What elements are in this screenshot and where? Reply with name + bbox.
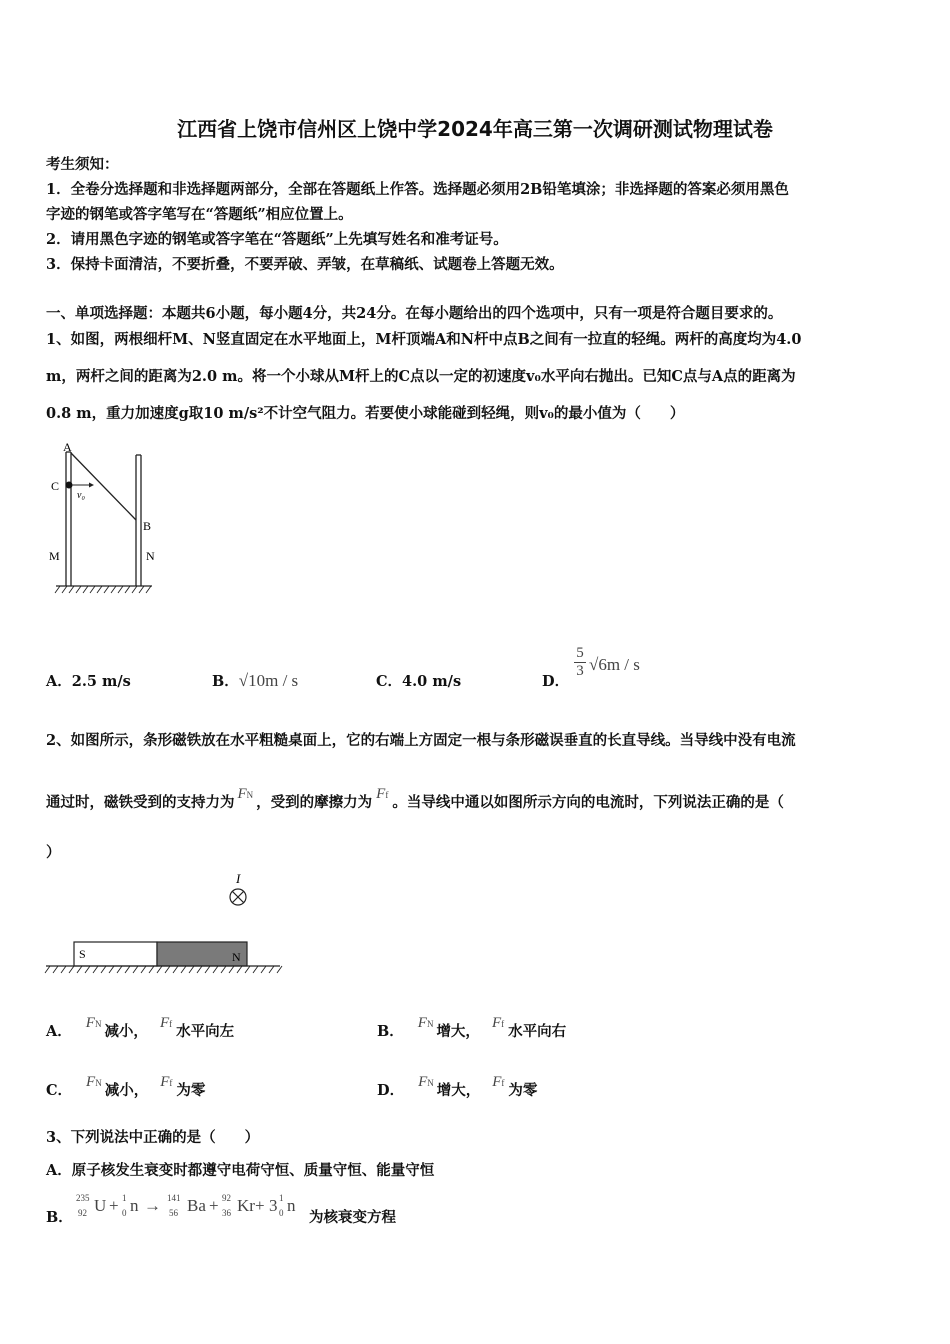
symbol-letter: F xyxy=(418,1074,428,1090)
q2-stem: 2、如图所示，条形磁铁放在水平粗糙桌面上，它的右端上方固定一根与条形磁误垂直的长直导线。当导线中没有电流 xyxy=(46,732,796,749)
label-s: S xyxy=(79,947,86,961)
pole-m xyxy=(66,452,71,586)
label-a: A xyxy=(63,440,72,454)
section-heading: 一、单项选择题：本题共6小题，每小题4分，共24分。在每小题给出的四个选项中，只有一项是符合题目要求的。 xyxy=(46,305,783,322)
q2-figure xyxy=(44,868,284,974)
svg-text:56: 56 xyxy=(169,1208,178,1218)
symbol-ff xyxy=(160,1074,172,1090)
svg-text:+: + xyxy=(255,1196,265,1215)
symbol-letter: F xyxy=(85,1015,95,1031)
magnet-s-pole xyxy=(74,942,157,966)
svg-text:U: U xyxy=(94,1196,107,1215)
svg-text:235: 235 xyxy=(76,1193,90,1203)
symbol-subscript: N xyxy=(95,1078,102,1088)
option-label: B． xyxy=(377,1023,404,1040)
symbol-subscript: N xyxy=(427,1078,434,1088)
option-text: 为零 xyxy=(508,1082,538,1099)
symbol-fn xyxy=(238,786,254,802)
label-c: C xyxy=(51,479,60,493)
q1-option-a: A．2.5 m/s xyxy=(46,673,131,690)
option-text: 减小， xyxy=(104,1023,148,1040)
page-title: 江西省上饶市信州区上饶中学2024年高三第一次调研测试物理试卷 xyxy=(177,117,773,141)
symbol-letter: F xyxy=(160,1074,170,1090)
option-text: 增大， xyxy=(436,1082,481,1099)
q1-stem: m，两杆之间的距离为2.0 m。将一个小球从M杆上的C点以一定的初速度v₀水平向右抛出。已知C点与A点的距离为 xyxy=(46,368,796,385)
symbol-letter: F xyxy=(492,1074,502,1090)
option-label: D． xyxy=(377,1082,405,1099)
fraction-denominator: 3 xyxy=(574,662,586,680)
q2-option-c xyxy=(46,1074,206,1100)
q1-figure xyxy=(44,438,164,598)
svg-text:1: 1 xyxy=(279,1193,284,1203)
symbol-letter: F xyxy=(86,1074,96,1090)
q2-stem xyxy=(46,786,908,812)
label-v0: v₀ xyxy=(77,490,85,501)
pole-n xyxy=(136,455,141,586)
svg-text:141: 141 xyxy=(167,1193,181,1203)
symbol-fn xyxy=(418,1015,434,1031)
q1-option-c: C．4.0 m/s xyxy=(376,673,462,690)
svg-text:Ba: Ba xyxy=(187,1196,206,1215)
q1-option-b xyxy=(212,670,298,691)
option-text: 水平向左 xyxy=(176,1023,235,1040)
symbol-subscript: f xyxy=(169,1078,173,1088)
symbol-fn xyxy=(418,1074,434,1090)
svg-text:n: n xyxy=(130,1196,139,1215)
label-b: B xyxy=(143,519,152,533)
notice-heading: 考生须知： xyxy=(46,156,119,173)
label-m: M xyxy=(49,549,60,563)
notice-item: 2．请用黑色字迹的钢笔或答字笔在“答题纸”上先填写姓名和准考证号。 xyxy=(46,231,508,248)
option-label: A． xyxy=(46,1023,72,1040)
q2-stem-part: ，受到的摩擦力为 xyxy=(256,794,373,811)
symbol-subscript: N xyxy=(246,790,254,800)
option-label: C． xyxy=(46,1082,73,1099)
q2-stem-part: 通过时，磁铁受到的支持力为 xyxy=(46,794,235,811)
q1-stem: 0.8 m，重力加速度g取10 m/s²不计空气阻力。若要使小球能碰到轻绳，则v₀的最小值为（ ） xyxy=(46,405,685,422)
option-value: √10m / s xyxy=(238,671,299,690)
svg-text:+: + xyxy=(109,1196,119,1215)
svg-text:Kr: Kr xyxy=(237,1196,255,1215)
q3-option-a: A．原子核发生衰变时都遵守电荷守恒、质量守恒、能量守恒 xyxy=(46,1162,435,1179)
q2-option-a xyxy=(46,1015,235,1041)
q1-option-d-label: D． xyxy=(542,673,570,690)
symbol-letter: F xyxy=(417,1015,427,1031)
q2-option-b xyxy=(377,1015,567,1041)
q3-stem: 3、下列说法中正确的是（ ） xyxy=(46,1129,260,1146)
symbol-ff xyxy=(492,1074,504,1090)
rope xyxy=(71,453,136,520)
symbol-fn xyxy=(86,1015,102,1031)
symbol-subscript: f xyxy=(501,1078,505,1088)
current-into-page-icon xyxy=(230,889,246,905)
nuclear-equation xyxy=(74,1190,312,1222)
symbol-subscript: f xyxy=(385,790,389,800)
svg-text:0: 0 xyxy=(279,1208,284,1218)
q3-option-b-text: 为核衰变方程 xyxy=(309,1209,396,1226)
option-text: 减小， xyxy=(104,1082,149,1099)
svg-text:n: n xyxy=(287,1196,296,1215)
svg-text:3: 3 xyxy=(269,1196,278,1215)
option-text: 水平向右 xyxy=(508,1023,567,1040)
notice-item: 1．全卷分选择题和非选择题两部分，全部在答题纸上作答。选择题必须用2B铅笔填涂；非选择题的答案必须用黑色 xyxy=(46,181,789,198)
option-text: 为零 xyxy=(176,1082,206,1099)
symbol-letter: F xyxy=(376,786,386,802)
ground-hatch xyxy=(55,586,151,593)
label-n: N xyxy=(146,549,155,563)
symbol-subscript: N xyxy=(94,1019,102,1029)
q1-option-d-value: √6m / s xyxy=(589,655,640,674)
symbol-ff xyxy=(160,1015,172,1031)
symbol-fn xyxy=(86,1074,102,1090)
option-label: B． xyxy=(212,673,239,690)
notice-item: 字迹的钢笔或答字笔写在“答题纸”相应位置上。 xyxy=(46,206,353,223)
option-text: 增大， xyxy=(436,1023,480,1040)
symbol-subscript: N xyxy=(426,1019,434,1029)
symbol-ff xyxy=(376,786,388,802)
q2-option-d xyxy=(377,1074,538,1100)
fraction-numerator: 5 xyxy=(576,645,584,661)
current-label: I xyxy=(236,871,241,886)
symbol-subscript: f xyxy=(169,1019,173,1029)
svg-text:0: 0 xyxy=(122,1208,127,1218)
q2-stem-part: 。当导线中通以如图所示方向的电流时，下列说法正确的是（ xyxy=(392,794,784,811)
symbol-subscript: f xyxy=(501,1019,505,1029)
symbol-ff xyxy=(492,1015,504,1031)
svg-text:36: 36 xyxy=(222,1208,231,1218)
svg-text:+: + xyxy=(209,1196,219,1215)
svg-text:1: 1 xyxy=(122,1193,127,1203)
svg-text:92: 92 xyxy=(78,1208,87,1218)
svg-text:→: → xyxy=(144,1196,161,1215)
symbol-letter: F xyxy=(237,786,247,802)
symbol-letter: F xyxy=(159,1015,170,1031)
q1-stem: 1、如图，两根细杆M、N竖直固定在水平地面上，M杆顶端A和N杆中点B之间有一拉直的轻绳。两杆的高度均为4.0 xyxy=(46,331,802,348)
symbol-letter: F xyxy=(491,1015,502,1031)
table-hatch xyxy=(45,966,282,973)
label-n: N xyxy=(232,950,241,964)
q3-option-b-label: B． xyxy=(46,1209,73,1226)
ball xyxy=(66,482,73,489)
svg-text:92: 92 xyxy=(222,1193,231,1203)
q2-stem: ） xyxy=(46,844,61,861)
q1-option-d-fraction xyxy=(574,645,586,680)
notice-item: 3．保持卡面清洁，不要折叠，不要弄破、弄皱，在草稿纸、试题卷上答题无效。 xyxy=(46,256,564,273)
